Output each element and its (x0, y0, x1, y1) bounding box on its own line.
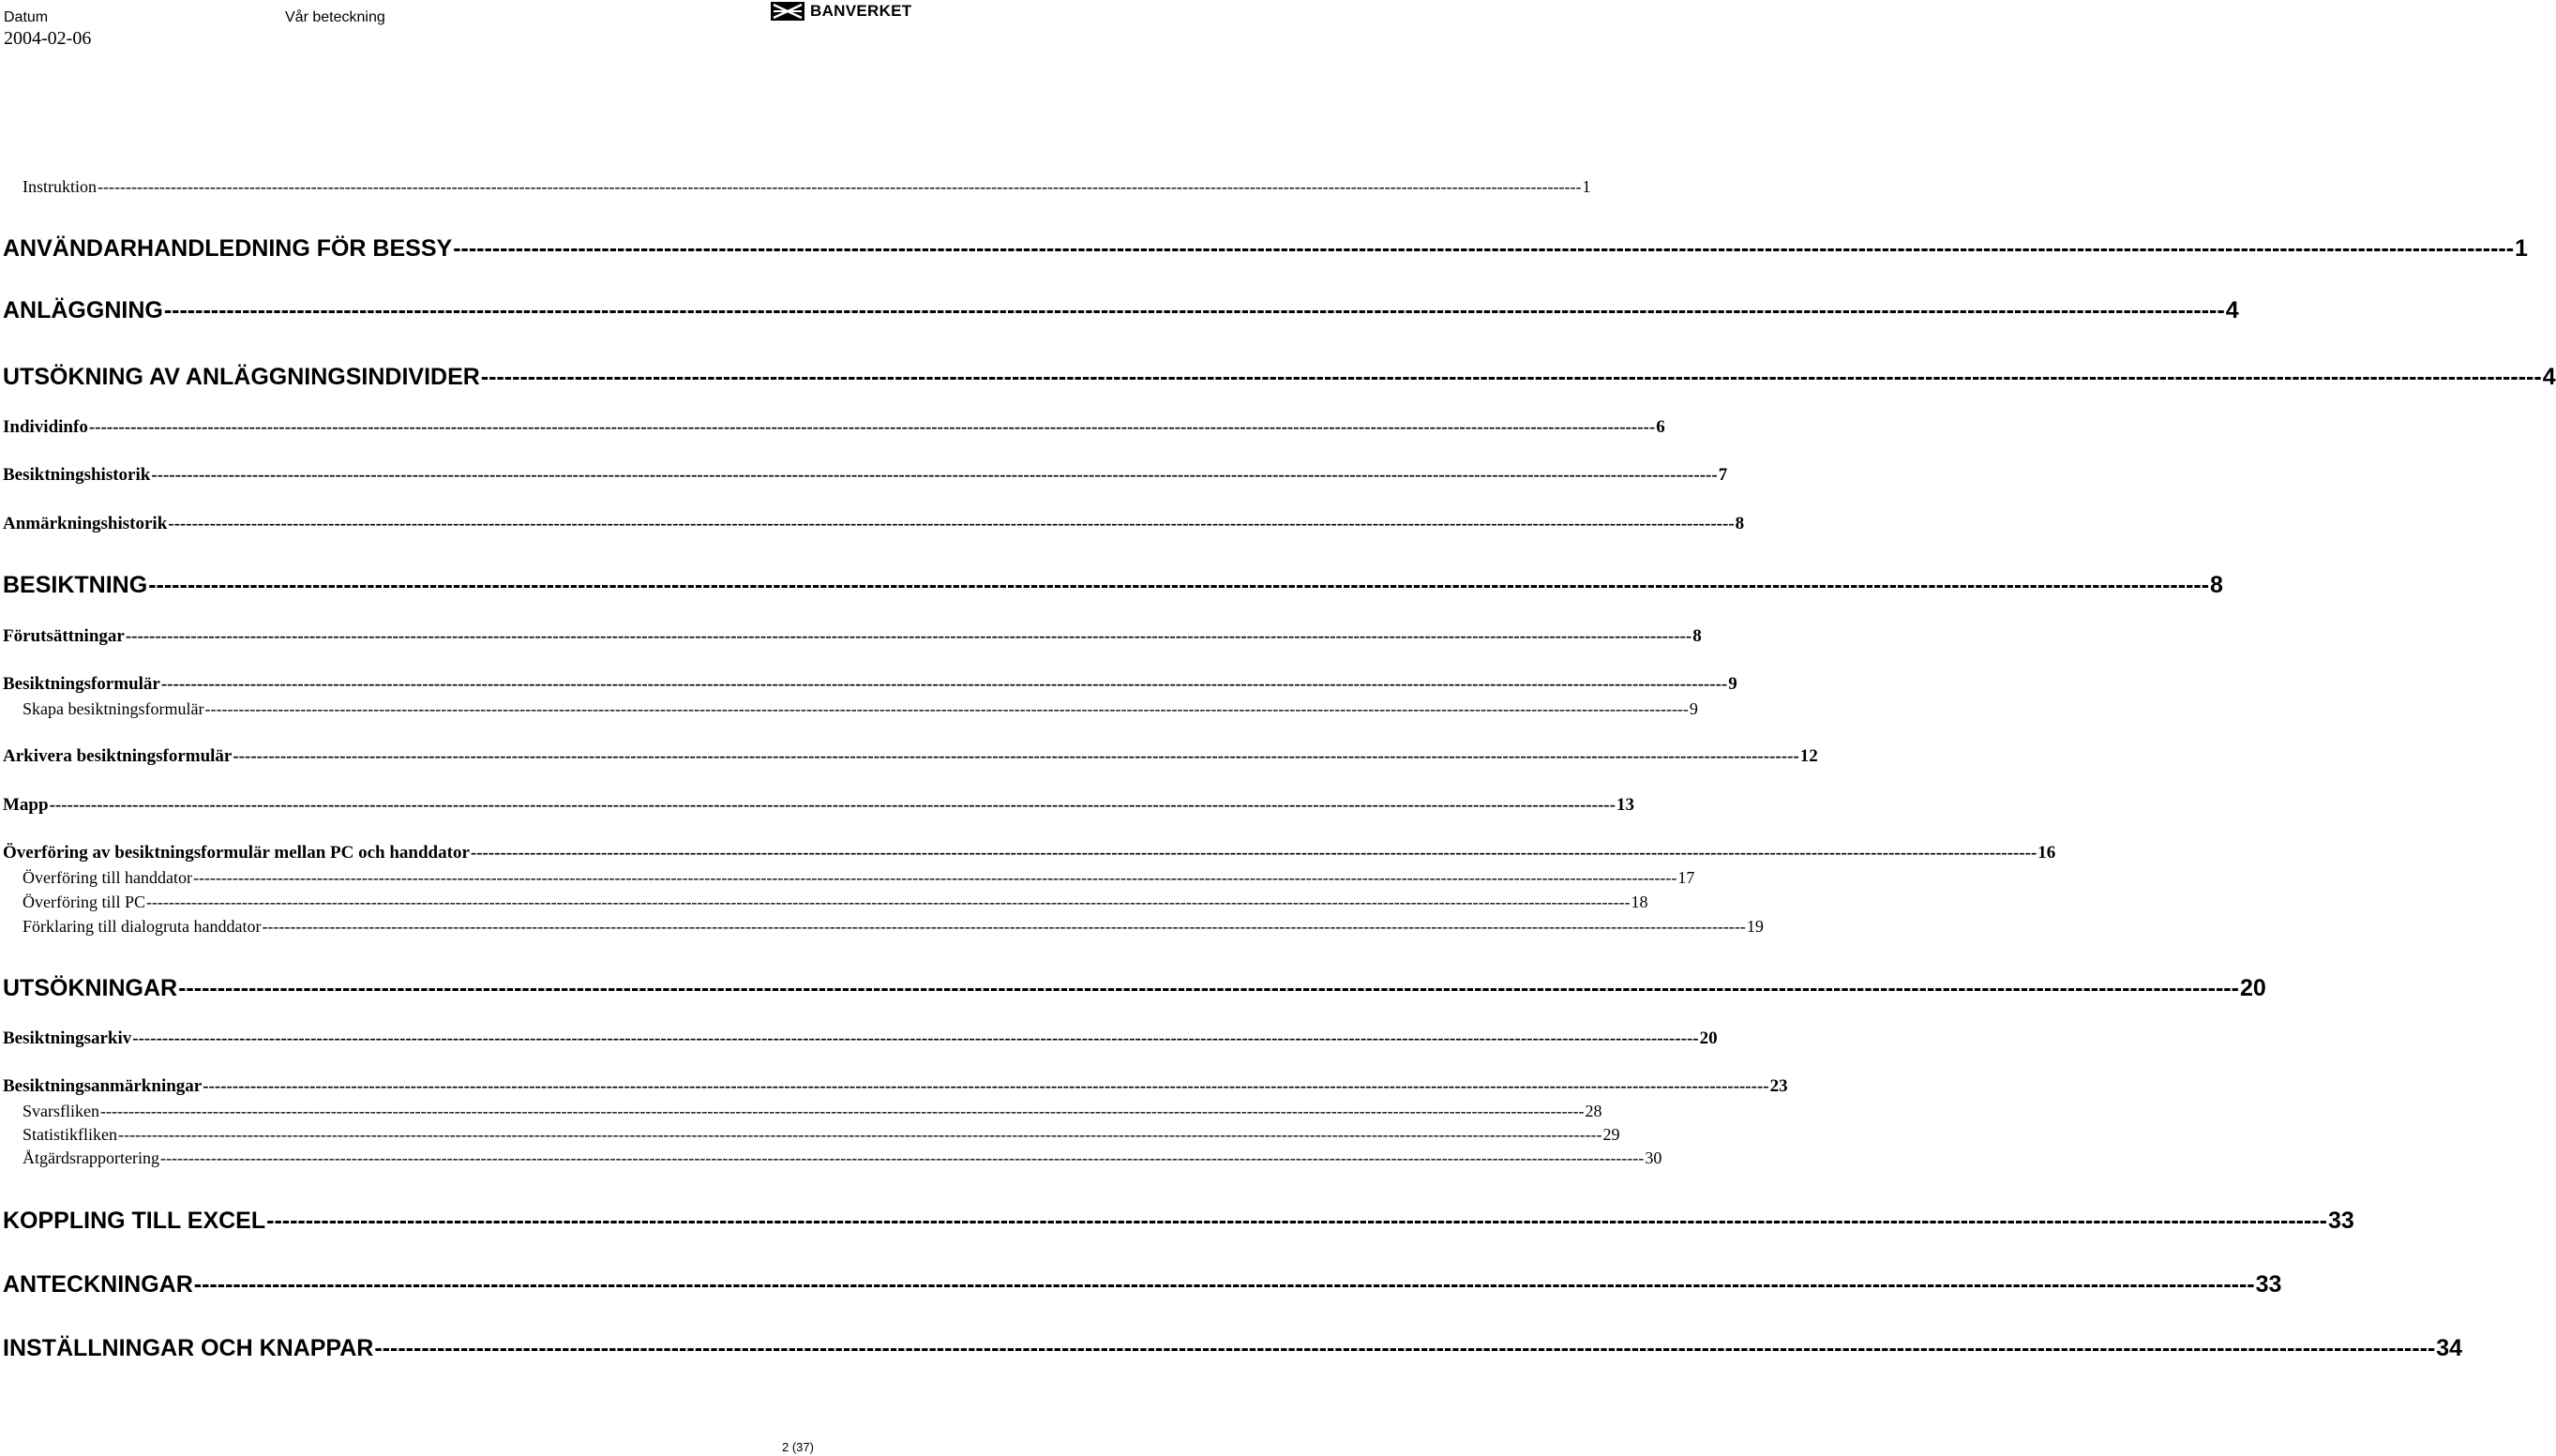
toc-leader (164, 297, 2225, 324)
toc-entry-title: Mapp (3, 795, 49, 815)
toc-entry-page: 29 (1602, 1124, 1620, 1144)
toc-leader (98, 177, 1581, 197)
toc-entry-title: Arkivera besiktningsformulär (3, 746, 233, 766)
toc-entry-page: 8 (1692, 626, 1702, 646)
toc-entry[interactable] (0, 233, 2528, 264)
toc-leader (266, 1208, 2327, 1235)
toc-entry[interactable] (0, 672, 1737, 697)
toc-entry[interactable] (0, 744, 1818, 769)
toc-entry-title: BESIKTNING (3, 571, 148, 598)
toc-entry-title: Svarsfliken (23, 1101, 99, 1120)
toc-entry[interactable] (0, 841, 2056, 865)
toc-entry-page: 4 (2542, 363, 2556, 390)
date-label: Datum (4, 9, 49, 25)
toc-leader (204, 699, 1688, 719)
toc-leader (262, 917, 1745, 937)
toc-entry-page: 33 (2255, 1270, 2282, 1298)
toc-entry-page: 8 (2210, 571, 2223, 598)
toc-leader (453, 235, 2514, 263)
toc-entry-title: KOPPLING TILL EXCEL (3, 1207, 266, 1234)
toc-entry-page: 23 (1769, 1076, 1788, 1096)
toc-leader (118, 1125, 1601, 1145)
toc-entry-title: Individinfo (3, 417, 88, 437)
toc-entry[interactable] (0, 914, 1764, 938)
toc-entry-page: 7 (1718, 465, 1728, 485)
toc-leader (132, 1028, 1698, 1049)
toc-entry-page: 4 (2225, 296, 2239, 323)
toc-entry[interactable] (0, 793, 1634, 818)
toc-entry-title: Besiktningsanmärkningar (3, 1076, 203, 1096)
toc-entry[interactable] (0, 569, 2223, 601)
toc-entry-title: UTSÖKNINGAR (3, 974, 178, 1001)
toc-entry[interactable] (0, 1122, 1620, 1147)
toc-entry-page: 34 (2436, 1334, 2463, 1361)
toc-leader (233, 746, 1798, 767)
toc-entry[interactable] (0, 361, 2556, 393)
toc-entry[interactable] (0, 890, 1648, 914)
toc-entry-page: 6 (1656, 417, 1665, 437)
toc-entry-page: 33 (2327, 1207, 2354, 1234)
toc-leader (178, 975, 2239, 1002)
toc-entry-page: 18 (1631, 892, 1648, 911)
reference-label: Vår beteckning (285, 9, 385, 25)
toc-entry-page: 13 (1616, 795, 1634, 815)
toc-entry-page: 9 (1689, 698, 1698, 718)
toc-leader (193, 868, 1676, 888)
toc-entry[interactable] (0, 1099, 1602, 1123)
toc-leader (100, 1102, 1584, 1121)
page-indicator: 2 (37) (782, 1440, 814, 1454)
toc-leader (160, 1148, 1644, 1168)
toc-entry-page: 12 (1799, 746, 1818, 766)
toc-entry[interactable] (0, 463, 1728, 488)
toc-entry-title: INSTÄLLNINGAR OCH KNAPPAR (3, 1334, 374, 1361)
toc-entry-title: ANVÄNDARHANDLEDNING FÖR BESSY (3, 234, 453, 262)
banverket-logo (771, 2, 912, 21)
toc-entry-title: Åtgärdsrapportering (23, 1148, 159, 1167)
toc-leader (203, 1076, 1768, 1097)
toc-entry-title: Förklaring till dialogruta handdator (23, 916, 262, 936)
toc-leader (471, 843, 2037, 863)
toc-entry-title: Anmärkningshistorik (3, 514, 168, 533)
toc-leader (168, 514, 1734, 534)
toc-entry[interactable] (0, 1268, 2282, 1300)
toc-entry[interactable] (0, 697, 1698, 721)
toc-leader (151, 465, 1717, 486)
toc-leader (146, 893, 1630, 912)
toc-entry[interactable] (0, 624, 1702, 649)
toc-leader (161, 674, 1727, 695)
toc-entry[interactable] (0, 512, 1745, 536)
toc-entry-page: 1 (2515, 234, 2528, 262)
toc-entry[interactable] (0, 1205, 2354, 1237)
toc-leader (481, 364, 2542, 391)
toc-entry-title: Besiktningsarkiv (3, 1028, 132, 1048)
toc-entry-title: Överföring av besiktningsformulär mellan PC och handdator (3, 843, 470, 863)
toc-entry-title: UTSÖKNING AV ANLÄGGNINGSINDIVIDER (3, 363, 480, 390)
toc-entry-page: 20 (1699, 1028, 1718, 1048)
date-value: 2004-02-06 (4, 28, 92, 49)
toc-entry-title: Besiktningshistorik (3, 465, 151, 485)
toc-entry-title: Statistikfliken (23, 1124, 117, 1144)
toc-leader (374, 1335, 2435, 1362)
logo-text: BANVERKET (810, 2, 912, 20)
toc-entry-page: 30 (1645, 1148, 1662, 1167)
toc-entry-page: 8 (1735, 514, 1745, 533)
toc-entry[interactable] (0, 1332, 2463, 1364)
toc-entry-page: 16 (2037, 843, 2056, 863)
toc-entry-page: 9 (1728, 674, 1737, 694)
toc-leader (148, 572, 2209, 599)
toc-entry[interactable] (0, 1146, 1662, 1170)
toc-entry[interactable] (0, 865, 1695, 890)
toc-entry-page: 19 (1746, 916, 1764, 936)
toc-entry-title: Överföring till PC (23, 892, 145, 911)
banverket-logo-icon (771, 2, 804, 21)
toc-entry-page: 17 (1677, 867, 1695, 887)
toc-entry-title: Skapa besiktningsformulär (23, 698, 204, 718)
toc-entry-page: 20 (2239, 974, 2266, 1001)
toc-entry[interactable] (0, 972, 2266, 1004)
toc-entry-page: 28 (1585, 1101, 1602, 1120)
toc-entry[interactable] (0, 294, 2239, 326)
toc-leader (89, 417, 1655, 438)
toc-entry[interactable] (0, 1027, 1718, 1051)
toc-leader (194, 1271, 2255, 1298)
toc-entry-title: ANTECKNINGAR (3, 1270, 193, 1298)
toc-entry-title: Överföring till handdator (23, 867, 192, 887)
toc-entry[interactable] (0, 1074, 1788, 1099)
toc-leader (50, 795, 1616, 816)
toc-entry-title: ANLÄGGNING (3, 296, 163, 323)
toc-entry-title: Förutsättningar (3, 626, 125, 646)
toc-entry-title: Instruktion (23, 176, 97, 196)
toc-leader (126, 626, 1691, 647)
toc-entry[interactable] (0, 415, 1665, 440)
toc-entry-title: Besiktningsformulär (3, 674, 160, 694)
toc-entry[interactable] (0, 174, 1591, 199)
toc-entry-page: 1 (1582, 176, 1591, 196)
